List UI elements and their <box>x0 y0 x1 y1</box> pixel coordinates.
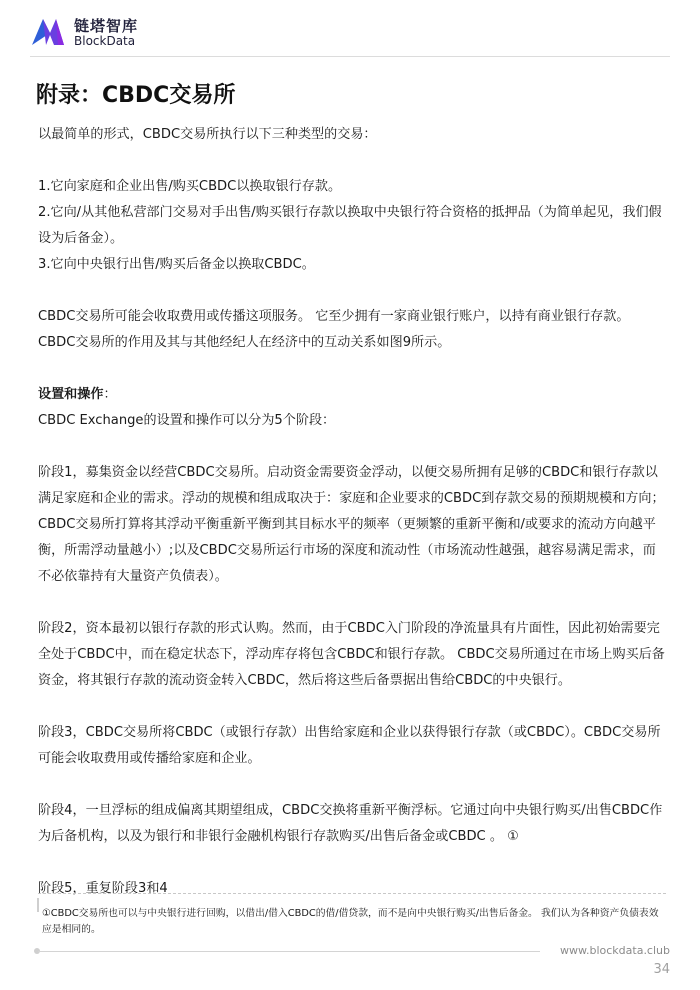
footer-divider <box>38 951 540 952</box>
list-item: 1.它向家庭和企业出售/购买CBDC以换取银行存款。 <box>38 179 342 194</box>
stage-2-paragraph: 阶段2，资本最初以银行存款的形式认购。然而，由于CBDC入门阶段的净流量具有片面性，因此初始需要完全处于CBDC中，而在稳定状态下，浮动库存将包含CBDC和银行存款。 CBDC交易所通过在市场上购买后备资金，将其银行存款的流动资金转入CBDC，然后将这些后备票据出售给CBDC的中央银行。 <box>38 621 665 688</box>
intro-paragraph: 以最简单的形式，CBDC交易所执行以下三种类型的交易： <box>38 127 377 142</box>
body-content <box>38 122 666 902</box>
setup-heading: 设置和操作 <box>38 387 104 402</box>
footer-website: www.blockdata.club <box>560 944 670 957</box>
list-item: 2.它向/从其他私营部门交易对手出售/购买银行存款以换取中央银行符合资格的抵押品（为简单起见，我们假设为后备金）。 <box>38 205 662 246</box>
footnote-divider <box>38 893 666 894</box>
footnote-marker <box>37 898 39 912</box>
setup-heading-line <box>38 382 666 408</box>
list-item: 3.它向中央银行出售/购买后备金以换取CBDC。 <box>38 257 315 272</box>
setup-heading-colon: ： <box>103 387 117 402</box>
footnote: ①CBDC交易所也可以与中央银行进行回购，以借出/借入CBDC的借/借贷款，而不是向中央银行购买/出售后备金。 我们认为各种资产负债表效应是相同的。 <box>42 908 659 935</box>
header-divider <box>30 56 670 57</box>
fees-paragraph: CBDC交易所可能会收取费用或传播这项服务。 它至少拥有一家商业银行账户，以持有商业银行存款。 CBDC交易所的作用及其与其他经纪人在经济中的互动关系如图9所示。 <box>38 309 630 350</box>
stage-4-paragraph: 阶段4，一旦浮标的组成偏离其期望组成，CBDC交换将重新平衡浮标。它通过向中央银行购买/出售CBDC作为后备机构，以及为银行和非银行金融机构银行存款购买/出售后备金或CBDC 。 ① <box>38 803 663 844</box>
stage-1-paragraph: 阶段1，募集资金以经营CBDC交易所。启动资金需要资金浮动，以便交易所拥有足够的CBDC和银行存款以满足家庭和企业的需求。浮动的规模和组成取决于：家庭和企业要求的CBDC到存款交易的预期规模和方向；CBDC交易所打算将其浮动平衡重新平衡到其目标水平的频率（更频繁的重新平衡和/或要求的流动方向越平衡，所需浮动量越小）;以及CBDC交易所运行市场的深度和流动性（市场流动性越强，越容易满足需求，而不必依靠持有大量资产负债表）。 <box>38 465 665 584</box>
stage-5-paragraph: 阶段5，重复阶段3和4 <box>38 881 168 896</box>
page-title: 附录：CBDC交易所 <box>36 83 236 108</box>
stage-3-paragraph: 阶段3，CBDC交易所将CBDC（或银行存款）出售给家庭和企业以获得银行存款（或CBDC）。CBDC交易所可能会收取费用或传播给家庭和企业。 <box>38 725 661 766</box>
page-number: 34 <box>653 962 670 977</box>
blockdata-triangle-icon <box>30 15 66 47</box>
brand-name-cn: 链塔智库 <box>74 17 139 35</box>
setup-intro: CBDC Exchange的设置和操作可以分为5个阶段： <box>38 413 336 428</box>
brand-name-en: BlockData <box>74 34 136 48</box>
